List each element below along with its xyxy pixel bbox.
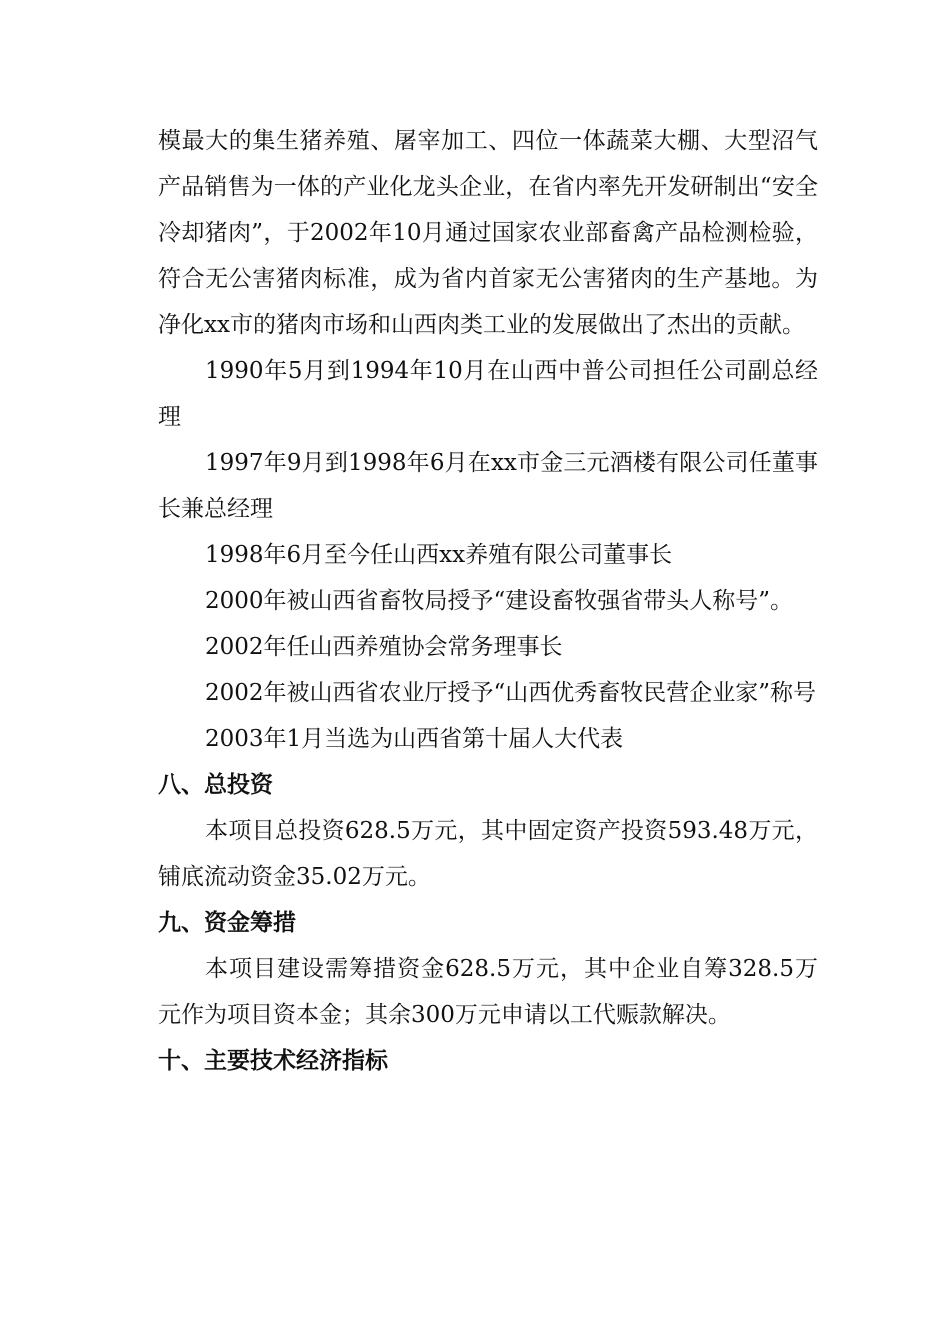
paragraph-career-1990: 1990年5月到1994年10月在山西中普公司担任公司副总经理 xyxy=(158,358,818,430)
section-heading-total-investment: 八、总投资 xyxy=(158,772,273,798)
paragraph-career-1997: 1997年9月到1998年6月在xx市金三元酒楼有限公司任董事长兼总经理 xyxy=(158,450,818,522)
paragraph-role-2002: 2002年任山西养殖协会常务理事长 xyxy=(205,634,563,660)
paragraph-total-investment: 本项目总投资628.5万元，其中固定资产投资593.48万元，铺底流动资金35.02万元。 xyxy=(158,818,818,890)
section-heading-fund-raising: 九、资金筹措 xyxy=(158,910,296,936)
paragraph-company-intro: 模最大的集生猪养殖、屠宰加工、四位一体蔬菜大棚、大型沼气产品销售为一体的产业化龙头企业，在省内率先开发研制出“安全冷却猪肉”，于2002年10月通过国家农业部畜禽产品检测检验，符合无公害猪肉标准，成为省内首家无公害猪肉的生产基地。为净化xx市的猪肉市场和山西肉类工业的发展做出了杰出的贡献。 xyxy=(158,128,818,338)
paragraph-career-1998: 1998年6月至今任山西xx养殖有限公司董事长 xyxy=(205,542,673,568)
paragraph-award-2002: 2002年被山西省农业厅授予“山西优秀畜牧民营企业家”称号 xyxy=(205,680,817,706)
paragraph-fund-raising: 本项目建设需筹措资金628.5万元，其中企业自筹328.5万元作为项目资本金；其余300万元申请以工代赈款解决。 xyxy=(158,956,818,1028)
document-page xyxy=(158,118,818,1084)
paragraph-elected-2003: 2003年1月当选为山西省第十届人大代表 xyxy=(205,726,624,752)
paragraph-award-2000: 2000年被山西省畜牧局授予“建设畜牧强省带头人称号”。 xyxy=(205,588,794,614)
section-heading-key-indicators: 十、主要技术经济指标 xyxy=(158,1048,388,1074)
